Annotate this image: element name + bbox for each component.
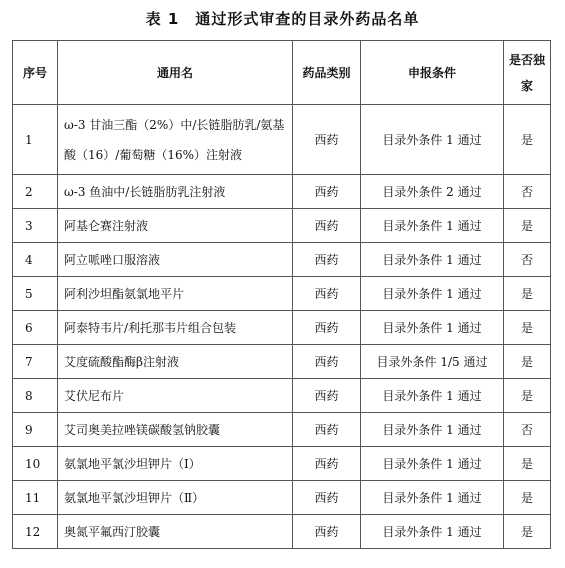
- cell-index: 2: [13, 175, 58, 209]
- cell-index: 8: [13, 379, 58, 413]
- table-row: [13, 311, 551, 345]
- table-row: [13, 175, 551, 209]
- cell-condition: 目录外条件 1 通过: [361, 481, 504, 515]
- cell-condition: 目录外条件 1 通过: [361, 209, 504, 243]
- table-row: [13, 345, 551, 379]
- cell-index: 11: [13, 481, 58, 515]
- cell-category: 西药: [293, 311, 361, 345]
- table-row: [13, 209, 551, 243]
- cell-category: 西药: [293, 175, 361, 209]
- cell-condition: 目录外条件 1 通过: [361, 311, 504, 345]
- cell-exclusive: 否: [504, 413, 551, 447]
- cell-name: 艾伏尼布片: [58, 379, 293, 413]
- cell-category: 西药: [293, 515, 361, 549]
- cell-condition: 目录外条件 1 通过: [361, 105, 504, 175]
- cell-exclusive: 是: [504, 311, 551, 345]
- drug-list-table: [12, 40, 551, 549]
- cell-condition: 目录外条件 1 通过: [361, 447, 504, 481]
- cell-name: 阿利沙坦酯氨氯地平片: [58, 277, 293, 311]
- cell-exclusive: 否: [504, 243, 551, 277]
- cell-category: 西药: [293, 379, 361, 413]
- cell-condition: 目录外条件 1 通过: [361, 243, 504, 277]
- cell-index: 9: [13, 413, 58, 447]
- cell-category: 西药: [293, 209, 361, 243]
- cell-category: 西药: [293, 243, 361, 277]
- cell-exclusive: 是: [504, 379, 551, 413]
- table-row: [13, 105, 551, 175]
- table-row: [13, 413, 551, 447]
- cell-index: 6: [13, 311, 58, 345]
- table-row: [13, 379, 551, 413]
- cell-index: 3: [13, 209, 58, 243]
- cell-exclusive: 是: [504, 515, 551, 549]
- header-exclusive: 是否独家: [504, 41, 551, 105]
- cell-name: 阿泰特韦片/利托那韦片组合包装: [58, 311, 293, 345]
- table-row: [13, 447, 551, 481]
- cell-index: 10: [13, 447, 58, 481]
- cell-name: 氨氯地平氯沙坦钾片（Ⅰ）: [58, 447, 293, 481]
- table-title: 表 1 通过形式审查的目录外药品名单: [145, 10, 420, 28]
- cell-exclusive: 是: [504, 481, 551, 515]
- cell-category: 西药: [293, 277, 361, 311]
- cell-condition: 目录外条件 1/5 通过: [361, 345, 504, 379]
- cell-name: ω-3 鱼油中/长链脂肪乳注射液: [58, 175, 293, 209]
- cell-index: 12: [13, 515, 58, 549]
- header-condition: 申报条件: [361, 41, 504, 105]
- cell-name: 艾度硫酸酯酶β注射液: [58, 345, 293, 379]
- cell-index: 5: [13, 277, 58, 311]
- cell-name: 氨氯地平氯沙坦钾片（Ⅱ）: [58, 481, 293, 515]
- cell-condition: 目录外条件 1 通过: [361, 515, 504, 549]
- cell-index: 1: [13, 105, 58, 175]
- cell-exclusive: 是: [504, 209, 551, 243]
- cell-name: 阿立哌唑口服溶液: [58, 243, 293, 277]
- table-row: [13, 515, 551, 549]
- cell-exclusive: 是: [504, 277, 551, 311]
- cell-condition: 目录外条件 1 通过: [361, 277, 504, 311]
- header-name: 通用名: [58, 41, 293, 105]
- cell-condition: 目录外条件 2 通过: [361, 175, 504, 209]
- header-index: 序号: [13, 41, 58, 105]
- cell-name: ω-3 甘油三酯（2%）中/长链脂肪乳/氨基酸（16）/葡萄糖（16%）注射液: [58, 105, 293, 175]
- header-category: 药品类别: [293, 41, 361, 105]
- cell-category: 西药: [293, 413, 361, 447]
- cell-exclusive: 是: [504, 345, 551, 379]
- cell-category: 西药: [293, 105, 361, 175]
- cell-condition: 目录外条件 1 通过: [361, 379, 504, 413]
- cell-exclusive: 是: [504, 447, 551, 481]
- cell-category: 西药: [293, 447, 361, 481]
- table-row: [13, 277, 551, 311]
- cell-exclusive: 是: [504, 105, 551, 175]
- cell-category: 西药: [293, 481, 361, 515]
- cell-category: 西药: [293, 345, 361, 379]
- cell-name: 艾司奥美拉唑镁碳酸氢钠胶囊: [58, 413, 293, 447]
- cell-index: 4: [13, 243, 58, 277]
- table-row: [13, 481, 551, 515]
- cell-name: 阿基仑赛注射液: [58, 209, 293, 243]
- cell-index: 7: [13, 345, 58, 379]
- table-header-row: [13, 41, 551, 105]
- cell-exclusive: 否: [504, 175, 551, 209]
- table-row: [13, 243, 551, 277]
- cell-name: 奥氮平氟西汀胶囊: [58, 515, 293, 549]
- cell-condition: 目录外条件 1 通过: [361, 413, 504, 447]
